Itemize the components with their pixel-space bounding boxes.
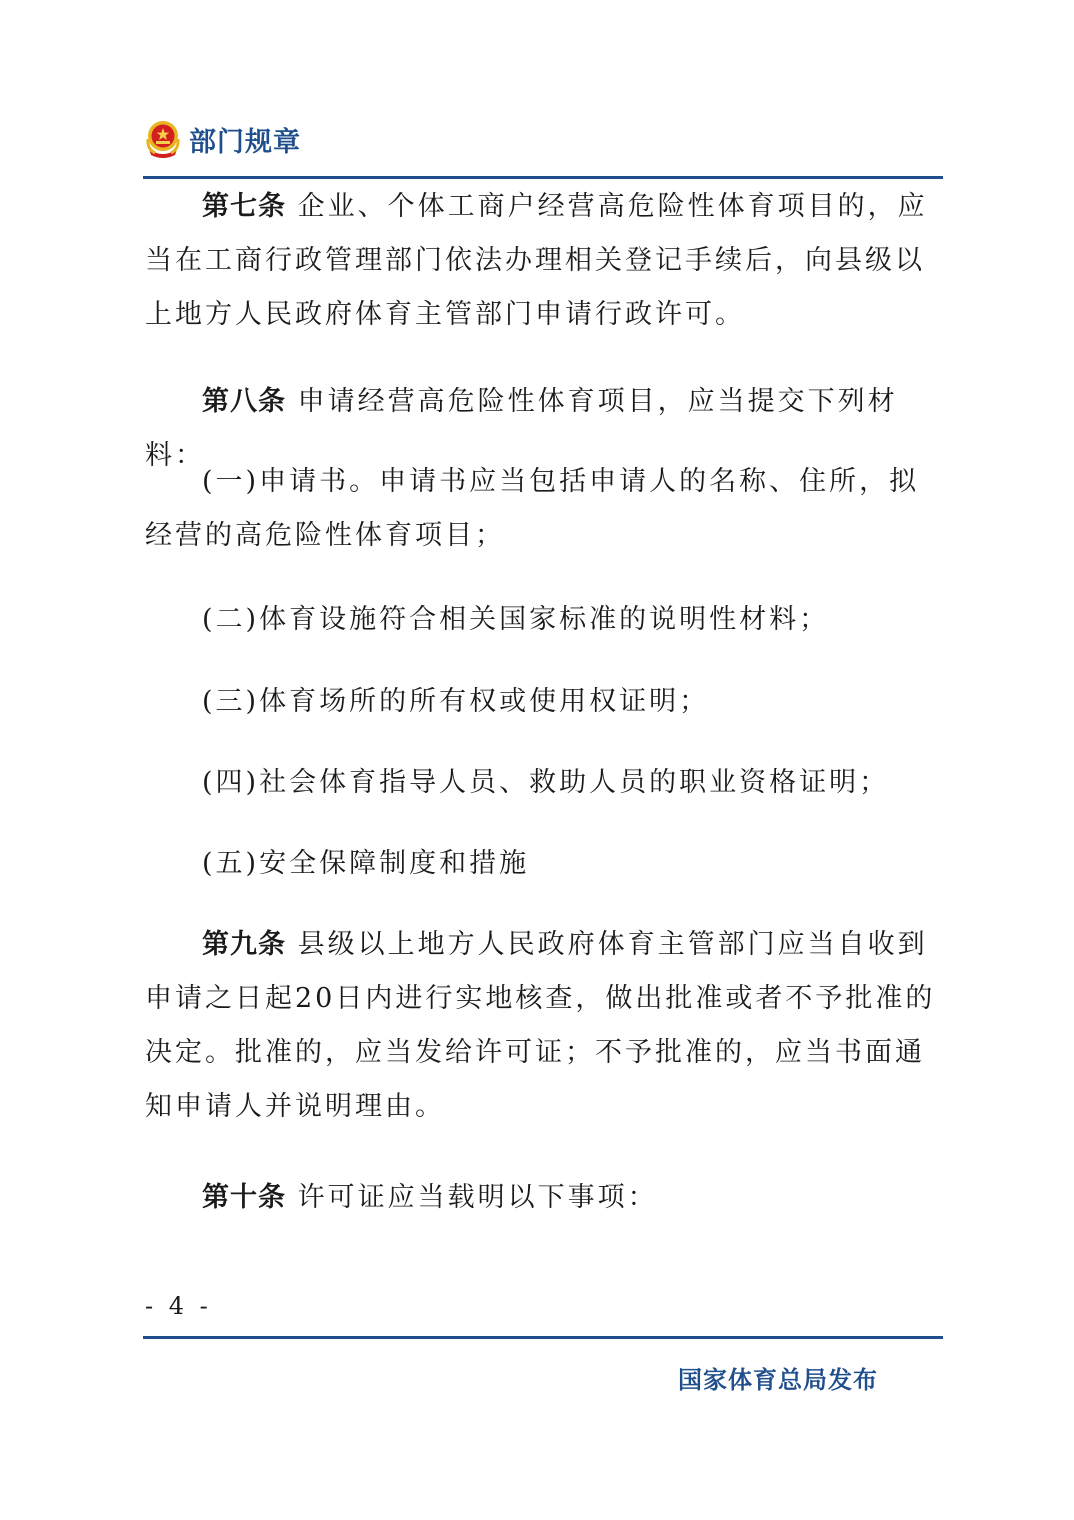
article-10 xyxy=(145,1171,943,1225)
list-item: (四)社会体育指导人员、救助人员的职业资格证明； xyxy=(202,767,890,798)
article-10-text: 许可证应当载明以下事项： xyxy=(297,1182,658,1213)
list-item: (一)申请书。申请书应当包括申请人的名称、住所，拟经营的高危险性体育项目； xyxy=(145,466,920,551)
list-item: (三)体育场所的所有权或使用权证明； xyxy=(202,686,710,717)
national-emblem-icon xyxy=(145,119,181,159)
header xyxy=(145,117,301,161)
list-item: (二)体育设施符合相关国家标准的说明性材料； xyxy=(202,604,830,635)
page-number: - 4 - xyxy=(145,1292,212,1320)
article-8-text: 申请经营高危险性体育项目，应当提交下列材料： xyxy=(145,386,898,471)
article-7-text: 企业、个体工商户经营高危险性体育项目的，应当在工商行政管理部门依法办理相关登记手续后，向县级以上地方人民政府体育主管部门申请行政许可。 xyxy=(145,191,928,330)
header-divider xyxy=(143,176,943,179)
article-9-text: 县级以上地方人民政府体育主管部门应当自收到申请之日起20日内进行实地核查，做出批准或者不予批准的决定。批准的，应当发给许可证；不予批准的，应当书面通知申请人并说明理由。 xyxy=(145,929,936,1122)
list-item: (五)安全保障制度和措施 xyxy=(202,848,530,879)
article-9-label: 第九条 xyxy=(202,929,286,960)
article-10-label: 第十条 xyxy=(202,1182,286,1213)
article-9 xyxy=(145,918,943,1134)
header-title: 部门规章 xyxy=(189,126,301,158)
article-7 xyxy=(145,180,943,342)
article-7-label: 第七条 xyxy=(202,191,286,222)
footer-divider xyxy=(143,1336,943,1339)
article-8-label: 第八条 xyxy=(202,386,286,417)
publisher-label: 国家体育总局发布 xyxy=(678,1366,878,1394)
